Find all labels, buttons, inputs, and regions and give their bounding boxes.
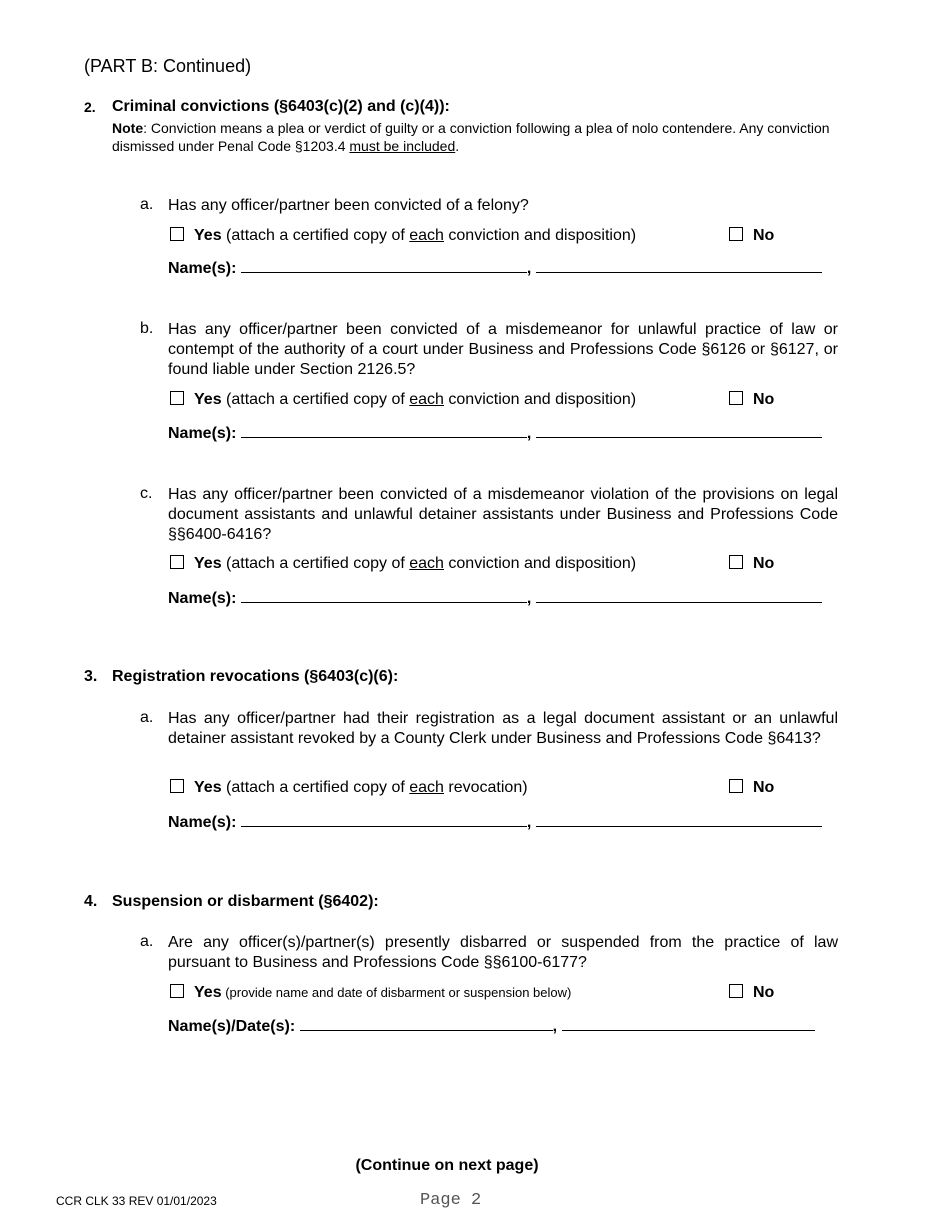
- section-number: 2.: [84, 99, 96, 115]
- yes-option[interactable]: Yes (attach a certified copy of each conviction and disposition): [170, 391, 636, 409]
- checkbox-icon[interactable]: [729, 555, 743, 569]
- no-option[interactable]: No: [729, 984, 774, 1002]
- section-number: 3.: [84, 668, 98, 685]
- checkbox-icon[interactable]: [729, 391, 743, 405]
- page-number: Page 2: [420, 1191, 482, 1210]
- no-option[interactable]: No: [729, 779, 774, 797]
- checkbox-icon[interactable]: [170, 227, 184, 241]
- question-letter: a.: [140, 196, 154, 213]
- question-letter: a.: [140, 709, 154, 726]
- question-letter: a.: [140, 933, 154, 950]
- checkbox-icon[interactable]: [170, 984, 184, 998]
- note-end: .: [455, 138, 460, 154]
- name-input-line-1[interactable]: [241, 588, 527, 603]
- name-input-line-1[interactable]: [241, 812, 527, 827]
- name-date-input-line-2[interactable]: [562, 1016, 815, 1031]
- checkbox-icon[interactable]: [170, 779, 184, 793]
- question-text: Has any officer/partner been convicted of a misdemeanor violation of the provisions on legal document assistants and unlawful detainer assistants under Business and Professions Code §§6400-6416?: [168, 486, 838, 543]
- name-input-line-2[interactable]: [536, 423, 822, 438]
- name-input-line-2[interactable]: [536, 812, 822, 827]
- question-text: Has any officer/partner been convicted of a felony?: [168, 197, 529, 214]
- no-option[interactable]: No: [729, 227, 774, 245]
- checkbox-icon[interactable]: [729, 227, 743, 241]
- continue-note: (Continue on next page): [355, 1157, 539, 1174]
- note-text: : Conviction means a plea or verdict of guilty or a conviction following a plea of nolo contendere. Any conviction dismissed under Penal Code §1203.4: [112, 120, 830, 154]
- question-letter: c.: [140, 485, 153, 502]
- section-number: 4.: [84, 893, 98, 910]
- question-text: Has any officer/partner had their registration as a legal document assistant or an unlawful detainer assistant revoked by a County Clerk under Business and Professions Code §6413?: [168, 710, 838, 747]
- part-header: (PART B: Continued): [84, 56, 252, 76]
- name-input-line-2[interactable]: [536, 258, 822, 273]
- section-note: [112, 119, 842, 155]
- checkbox-icon[interactable]: [729, 984, 743, 998]
- checkbox-icon[interactable]: [170, 391, 184, 405]
- note-label: Note: [112, 120, 144, 136]
- checkbox-icon[interactable]: [170, 555, 184, 569]
- yes-option[interactable]: Yes (provide name and date of disbarment or suspension below): [170, 984, 571, 1002]
- section-title: Registration revocations (§6403(c)(6):: [112, 668, 399, 685]
- name-input-line-2[interactable]: [536, 588, 822, 603]
- yes-option[interactable]: Yes (attach a certified copy of each conviction and disposition): [170, 555, 636, 573]
- name-field-row: Name(s): ,: [168, 812, 822, 832]
- yes-option[interactable]: Yes (attach a certified copy of each conviction and disposition): [170, 227, 636, 245]
- section-title: Criminal convictions (§6403(c)(2) and (c)(4)):: [112, 98, 450, 115]
- section-title: Suspension or disbarment (§6402):: [112, 893, 379, 910]
- yes-option[interactable]: Yes (attach a certified copy of each revocation): [170, 779, 528, 797]
- name-date-field-row: Name(s)/Date(s): ,: [168, 1016, 815, 1036]
- name-date-input-line-1[interactable]: [300, 1016, 553, 1031]
- no-option[interactable]: No: [729, 391, 774, 409]
- checkbox-icon[interactable]: [729, 779, 743, 793]
- name-field-row: Name(s): ,: [168, 423, 822, 443]
- name-field-row: Name(s): ,: [168, 588, 822, 608]
- question-letter: b.: [140, 320, 154, 337]
- form-id: CCR CLK 33 REV 01/01/2023: [56, 1194, 217, 1208]
- no-option[interactable]: No: [729, 555, 774, 573]
- question-text: Are any officer(s)/partner(s) presently disbarred or suspended from the practice of law pursuant to Business and Professions Code §§6100-6177?: [168, 934, 838, 971]
- question-text: Has any officer/partner been convicted of a misdemeanor for unlawful practice of law or contempt of the authority of a court under Business and Professions Code §6126 or §6127, or found liable under Section 2126.5?: [168, 321, 838, 378]
- name-input-line-1[interactable]: [241, 423, 527, 438]
- note-underlined: must be included: [349, 138, 456, 154]
- name-input-line-1[interactable]: [241, 258, 527, 273]
- name-field-row: Name(s): ,: [168, 258, 822, 278]
